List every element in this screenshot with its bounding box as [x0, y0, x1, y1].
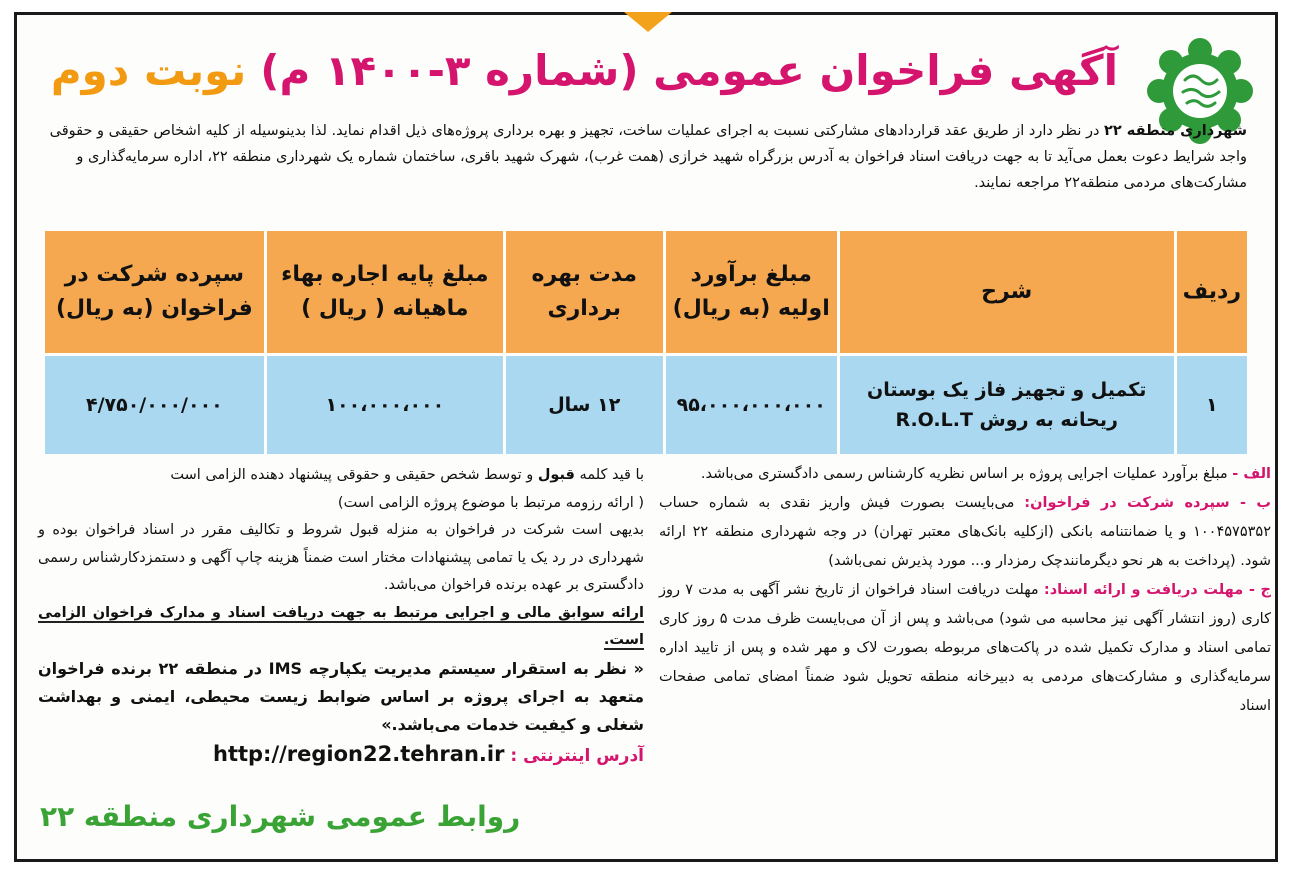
clause-alef-text: مبلغ برآورد عملیات اجرایی پروژه بر اساس نظریه کارشناس رسمی دادگستری می‌باشد.: [700, 466, 1233, 482]
website-link[interactable]: http://region22.tehran.ir: [213, 741, 505, 766]
clauses-right-column: [659, 460, 1271, 721]
clause-alef-label: الف -: [1232, 466, 1271, 482]
clause-alef: [659, 460, 1271, 489]
page-title: [51, 38, 1118, 104]
website-row: [38, 741, 644, 771]
cell-description: تکمیل و تجهیز فاز یک بوستان ریحانه به روش R.O.L.T: [840, 356, 1174, 454]
cell-monthly-rent: ۱۰۰،۰۰۰،۰۰۰: [267, 356, 503, 454]
cell-estimate: ۹۵،۰۰۰،۰۰۰،۰۰۰: [666, 356, 837, 454]
clause-jim: [659, 576, 1271, 721]
clause-signature-text-a: با قید کلمه: [574, 467, 644, 483]
col-header-deposit: سپرده شرکت در فراخوان (به ریال): [45, 231, 264, 353]
clause-jim-label: ج - مهلت دریافت و ارائه اسناد:: [1043, 582, 1271, 598]
top-triangle-marker: [624, 12, 672, 32]
clause-be: [659, 489, 1271, 576]
website-label: آدرس اینترنتی :: [510, 745, 644, 766]
footer-signature: روابط عمومی شهرداری منطقه ۲۲: [40, 800, 521, 833]
clause-jim-text: مهلت دریافت اسناد فراخوان از تاریخ نشر آگهی به مدت ۷ روز کاری (روز انتشار آگهی نیز محاسبه می شود) می‌باشد و پس از آن می‌بایست ظرف مدت ۵ روز کاری تمامی اسناد و مدارک تکمیل شده در پاکت‌های مربوطه بصورت لاک و مهر شده و پس از تایید اداره سرمایه‌گذاری و مشارکت‌های مردمی به دبیرخانه منطقه تحویل شود ضمناً امضای تمامی صفحات اسناد: [659, 582, 1271, 714]
col-header-duration: مدت بهره برداری: [506, 231, 663, 353]
title-main: آگهی فراخوان عمومی (شماره ۳-۱۴۰۰ م): [260, 46, 1118, 95]
clause-be-label: ب - سپرده شرکت در فراخوان:: [1024, 495, 1271, 511]
title-round: نوبت دوم: [50, 46, 247, 95]
clause-signature-bold: قبول: [537, 467, 575, 483]
projects-table: [42, 228, 1250, 457]
table-row: [45, 356, 1247, 454]
col-header-row-number: ردیف: [1177, 231, 1247, 353]
col-header-monthly-rent: مبلغ پایه اجاره بهاء ماهیانه ( ریال ): [267, 231, 503, 353]
clause-signature-text-c: و توسط شخص حقیقی و حقوقی پیشنهاد دهنده الزامی است: [170, 467, 538, 483]
intro-paragraph: [27, 118, 1247, 196]
cell-duration: ۱۲ سال: [506, 356, 663, 454]
col-header-description: شرح: [840, 231, 1174, 353]
cell-deposit: ۴/۷۵۰/۰۰۰/۰۰۰: [45, 356, 264, 454]
clause-terms: بدیهی است شرکت در فراخوان به منزله قبول شروط و تکالیف مقرر در اسناد فراخوان بوده و شهرداری در رد یک یا تمامی پیشنهادات مختار است ضمناً هزینه چاپ آگهی و دستمزدکارشناس رسمی دادگستری بر عهده برنده فراخوان می‌باشد.: [38, 522, 644, 593]
clause-records: [38, 600, 644, 655]
clause-records-text: ارائه سوابق مالی و اجرایی مرتبط به جهت دریافت اسناد و مدارک فراخوان الزامی است.: [38, 604, 644, 648]
clause-signature: [38, 462, 644, 490]
ims-notice: « نظر به استقرار سیستم مدیریت یکپارچه IMS در منطقه ۲۲ برنده فراخوان متعهد به اجرای پروژه بر اساس ضوابط زیست محیطی، ایمنی و بهداشت شغلی و کیفیت خدمات می‌باشد.»: [38, 658, 644, 734]
intro-text: در نظر دارد از طریق عقد قراردادهای مشارکتی نسبت به اجرای عملیات ساخت، تجهیز و بهره برداری پروژه‌های ذیل اقدام نماید. لذا بدینوسیله از کلیه اشخاص حقیقی و حقوقی واجد شرایط دعوت بعمل می‌آید تا به جهت دریافت اسناد فراخوان به آدرس بزرگراه شهید خرازی (همت غرب)، شهرک شهید باقری، ساختمان شماره یک شهرداری منطقه ۲۲، اداره سرمایه‌گذاری و مشارکت‌های مردمی منطقه۲۲ مراجعه نمایند.: [49, 123, 1247, 191]
col-header-estimate: مبلغ برآورد اولیه (به ریال): [666, 231, 837, 353]
clause-resume: ( ارائه رزومه مرتبط با موضوع پروژه الزامی است): [337, 494, 644, 511]
intro-org: شهرداری منطقه ۲۲: [1104, 123, 1247, 139]
table-header-row: [45, 231, 1247, 353]
cell-row-number: ۱: [1177, 356, 1247, 454]
clause-be-text: می‌بایست بصورت فیش واریز نقدی به شماره حساب ۱۰۰۴۵۷۵۳۵۲ و یا ضمانتنامه بانکی (ازکلیه بانک‌های معتبر تهران) در وجه شهرداری منطقه ۲۲ ارائه شود. (پرداخت به هر نحو دیگرمانندچک رمزدار و... مورد پذیرش نمی‌باشد): [659, 495, 1271, 569]
clauses-left-column: [38, 462, 644, 770]
